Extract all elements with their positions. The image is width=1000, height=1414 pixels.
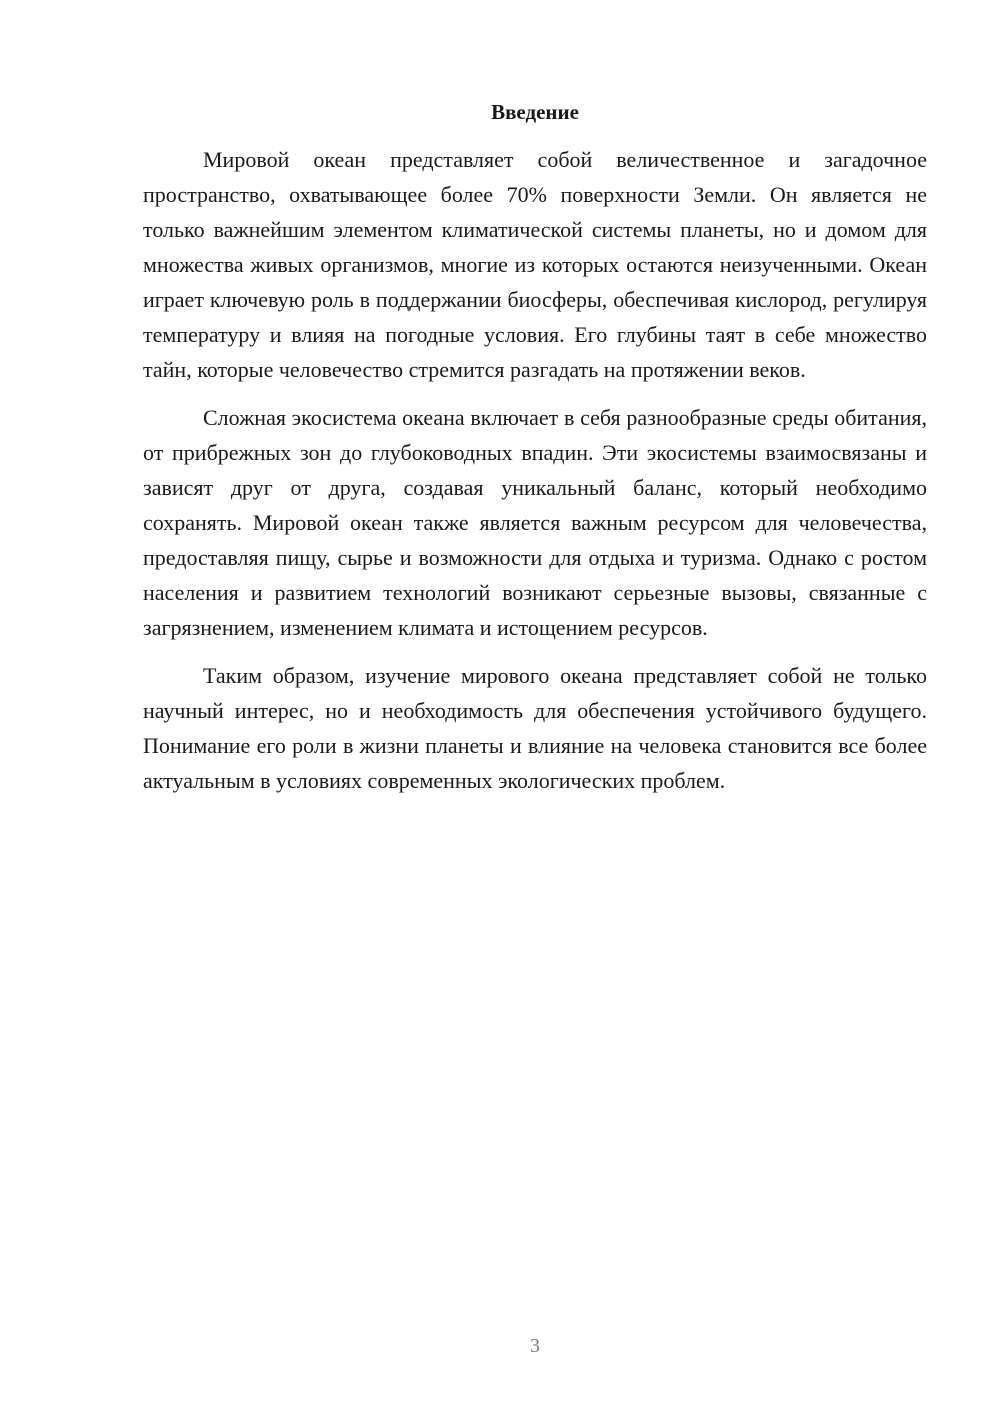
paragraph-intro: Мировой океан представляет собой величественное и загадочное пространство, охватывающее более 70% поверхности Земли. Он является не только важнейшим элементом климатической системы планеты, но и домом для множества живых организмов, многие из которых остаются неизученными. Океан играет ключевую роль в поддержании биосферы, обеспечивая кислород, регулируя температуру и влияя на погодные условия. Его глубины таят в себе множество тайн, которые человечество стремится разгадать на протяжении веков.: [143, 147, 927, 382]
section-heading: Введение: [491, 100, 579, 124]
page-number: 3: [530, 1335, 540, 1357]
paragraph-conclusion: Таким образом, изучение мирового океана представляет собой не только научный интерес, но и необходимость для обеспечения устойчивого будущего. Понимание его роли в жизни планеты и влияние на человека становится все более актуальным в условиях современных экологических проблем.: [143, 663, 927, 793]
body-text: [143, 142, 927, 798]
paragraph-ecosystem: Сложная экосистема океана включает в себя разнообразные среды обитания, от прибрежных зон до глубоководных впадин. Эти экосистемы взаимосвязаны и зависят друг от друга, создавая уникальный баланс, который необходимо сохранять. Мировой океан также является важным ресурсом для человечества, предоставляя пищу, сырье и возможности для отдыха и туризма. Однако с ростом населения и развитием технологий возникают серьезные вызовы, связанные с загрязнением, изменением климата и истощением ресурсов.: [143, 405, 927, 640]
